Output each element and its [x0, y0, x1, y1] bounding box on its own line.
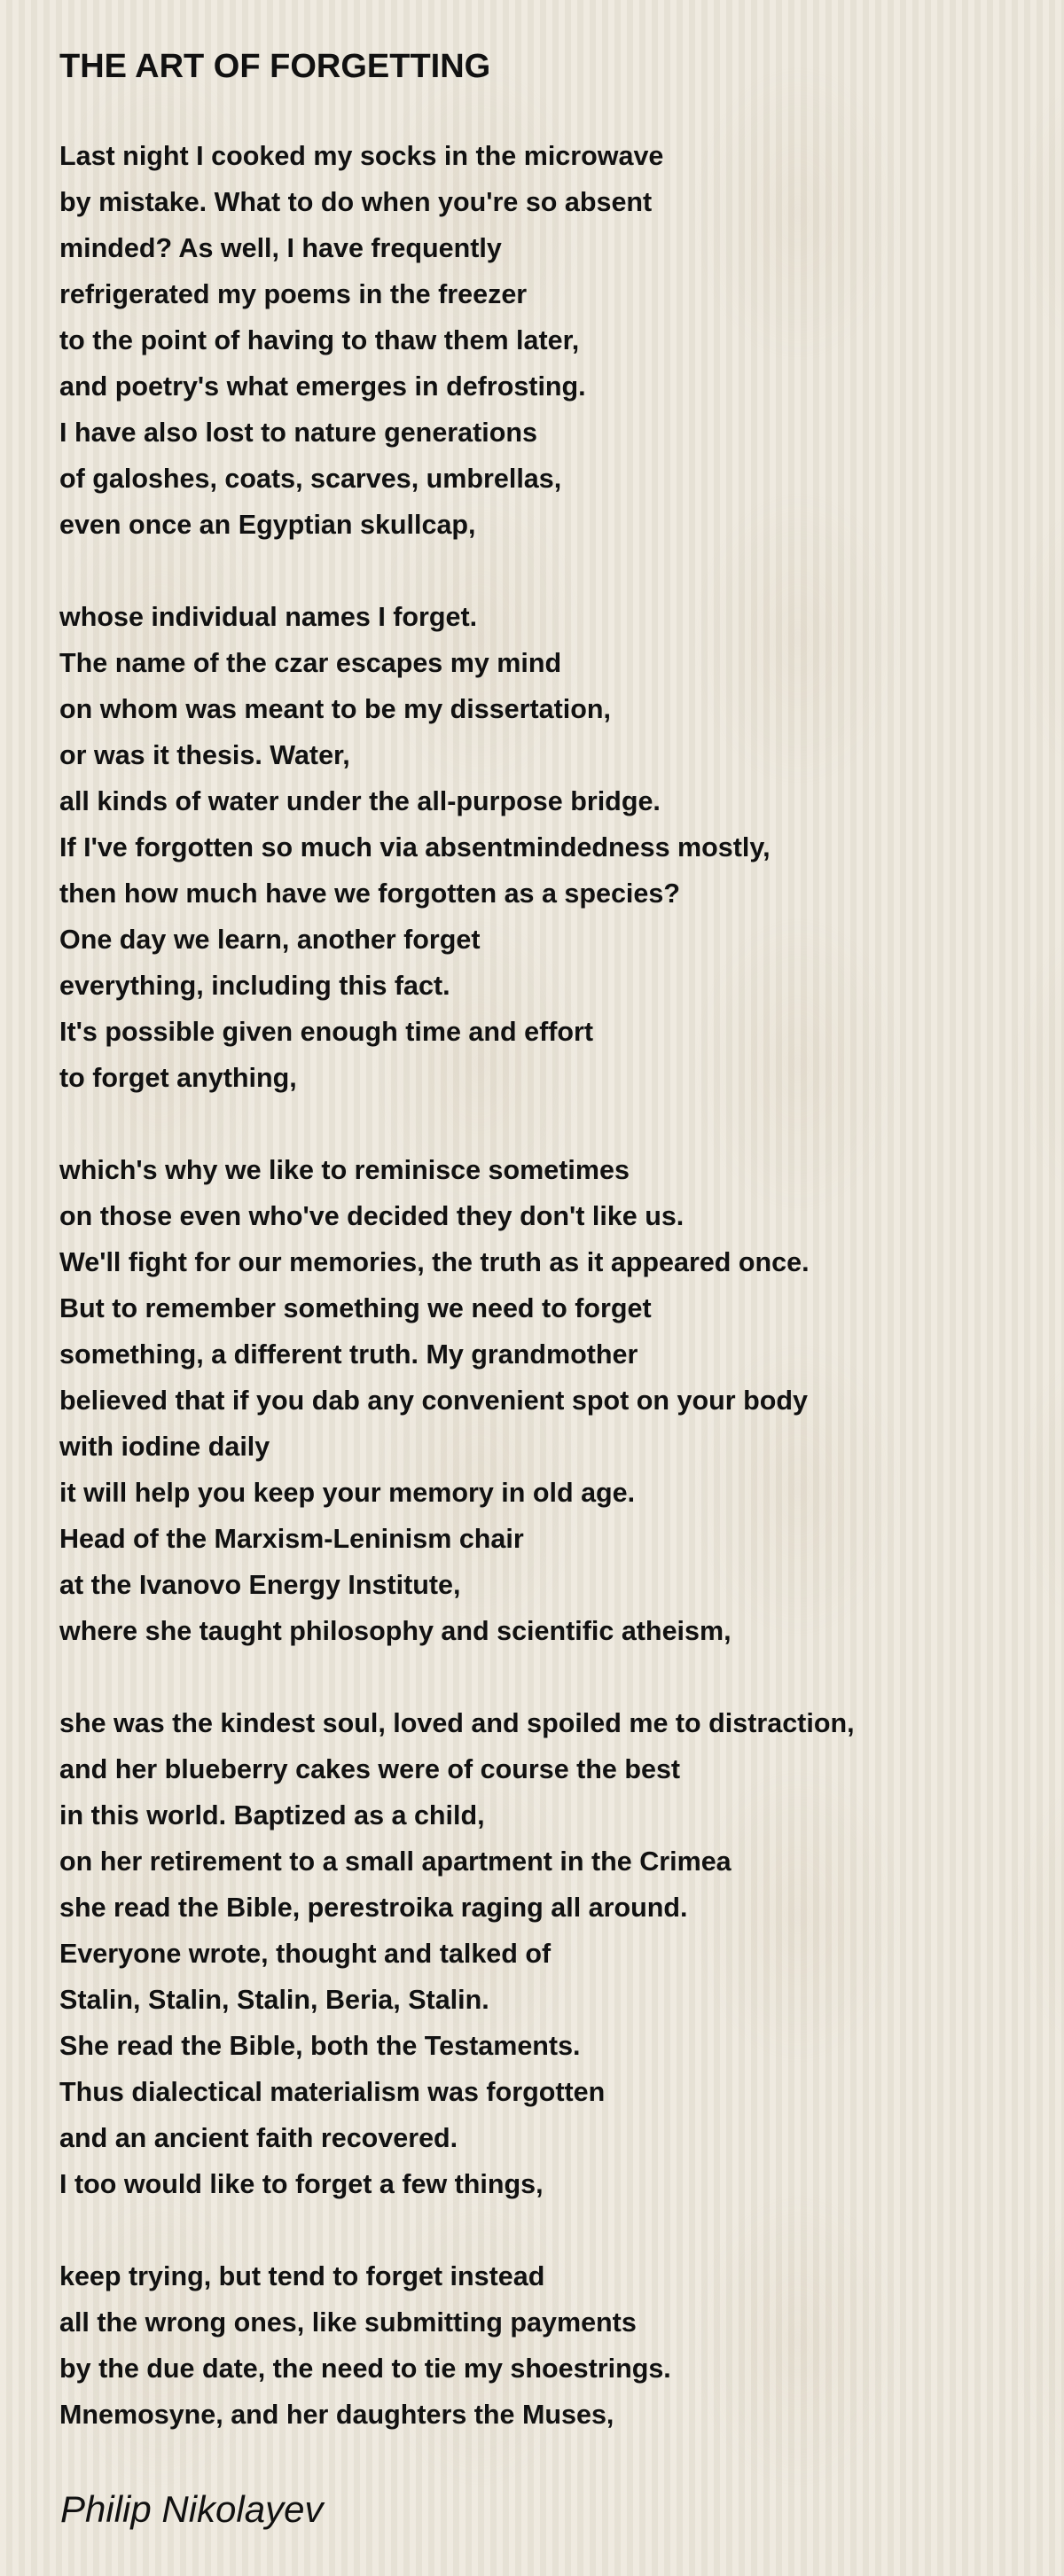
- stanza-gap: [59, 548, 1035, 594]
- poem-line: If I've forgotten so much via absentmindedness mostly,: [59, 832, 771, 863]
- poem-line: I too would like to forget a few things,: [59, 2169, 544, 2199]
- poem-line: then how much have we forgotten as a species?: [59, 878, 680, 909]
- poem-line: believed that if you dab any convenient spot on your body: [59, 1386, 808, 1416]
- poem-line: which's why we like to reminisce sometimes: [59, 1155, 630, 1185]
- poem-line: whose individual names I forget.: [59, 602, 478, 632]
- poem-author: Philip Nikolayev: [60, 2488, 324, 2530]
- poem-line: But to remember something we need to forget: [59, 1293, 652, 1323]
- poem-line: The name of the czar escapes my mind: [59, 648, 562, 678]
- poem-line: she was the kindest soul, loved and spoiled me to distraction,: [59, 1708, 855, 1738]
- poem-title: THE ART OF FORGETTING: [59, 48, 491, 85]
- poem-line: in this world. Baptized as a child,: [59, 1800, 485, 1831]
- poem-line: Head of the Marxism-Leninism chair: [59, 1524, 524, 1554]
- poem-line: where she taught philosophy and scientific atheism,: [59, 1616, 732, 1646]
- poem-line: or was it thesis. Water,: [59, 740, 350, 770]
- stanza-gap: [59, 1101, 1035, 1147]
- poem-line: Mnemosyne, and her daughters the Muses,: [59, 2400, 614, 2430]
- poem-line: We'll fight for our memories, the truth as it appeared once.: [59, 1247, 810, 1277]
- stanza-gap: [59, 2207, 1035, 2253]
- poem-line: even once an Egyptian skullcap,: [59, 510, 476, 540]
- poem-line: everything, including this fact.: [59, 971, 450, 1001]
- poem-line: refrigerated my poems in the freezer: [59, 279, 528, 309]
- poem-line: Last night I cooked my socks in the microwave: [59, 141, 664, 171]
- poem-line: I have also lost to nature generations: [59, 418, 537, 448]
- poem-line: One day we learn, another forget: [59, 925, 481, 955]
- poem-line: and poetry's what emerges in defrosting.: [59, 371, 586, 402]
- poem-line: Thus dialectical materialism was forgotten: [59, 2077, 606, 2107]
- poem-line: all the wrong ones, like submitting payments: [59, 2307, 637, 2338]
- poem-line: on whom was meant to be my dissertation,: [59, 694, 611, 724]
- poem-line: by mistake. What to do when you're so absent: [59, 187, 653, 217]
- poem-line: on those even who've decided they don't like us.: [59, 1201, 685, 1231]
- poem-line: She read the Bible, both the Testaments.: [59, 2031, 581, 2061]
- poem-line: It's possible given enough time and effort: [59, 1017, 594, 1047]
- poem-line: Stalin, Stalin, Stalin, Beria, Stalin.: [59, 1985, 489, 2015]
- poem-line: of galoshes, coats, scarves, umbrellas,: [59, 464, 562, 494]
- poem-line: Everyone wrote, thought and talked of: [59, 1939, 552, 1969]
- poem-line: by the due date, the need to tie my shoestrings.: [59, 2354, 671, 2384]
- poem-line: to the point of having to thaw them later,: [59, 325, 580, 355]
- poem-line: and her blueberry cakes were of course the best: [59, 1754, 681, 1784]
- poem-line: something, a different truth. My grandmother: [59, 1339, 638, 1370]
- poem-line: with iodine daily: [59, 1432, 270, 1462]
- poem-line: on her retirement to a small apartment in the Crimea: [59, 1846, 732, 1877]
- poem-line: it will help you keep your memory in old age.: [59, 1478, 636, 1508]
- poem-line: at the Ivanovo Energy Institute,: [59, 1570, 461, 1600]
- poem-line: minded? As well, I have frequently: [59, 233, 502, 263]
- poem-line: she read the Bible, perestroika raging all around.: [59, 1893, 688, 1923]
- poem-line: to forget anything,: [59, 1063, 297, 1093]
- poem-line: all kinds of water under the all-purpose bridge.: [59, 786, 661, 816]
- poem-line: and an ancient faith recovered.: [59, 2123, 458, 2153]
- poem-body: [59, 133, 1035, 2438]
- poem-line: keep trying, but tend to forget instead: [59, 2261, 545, 2291]
- stanza-gap: [59, 1654, 1035, 1700]
